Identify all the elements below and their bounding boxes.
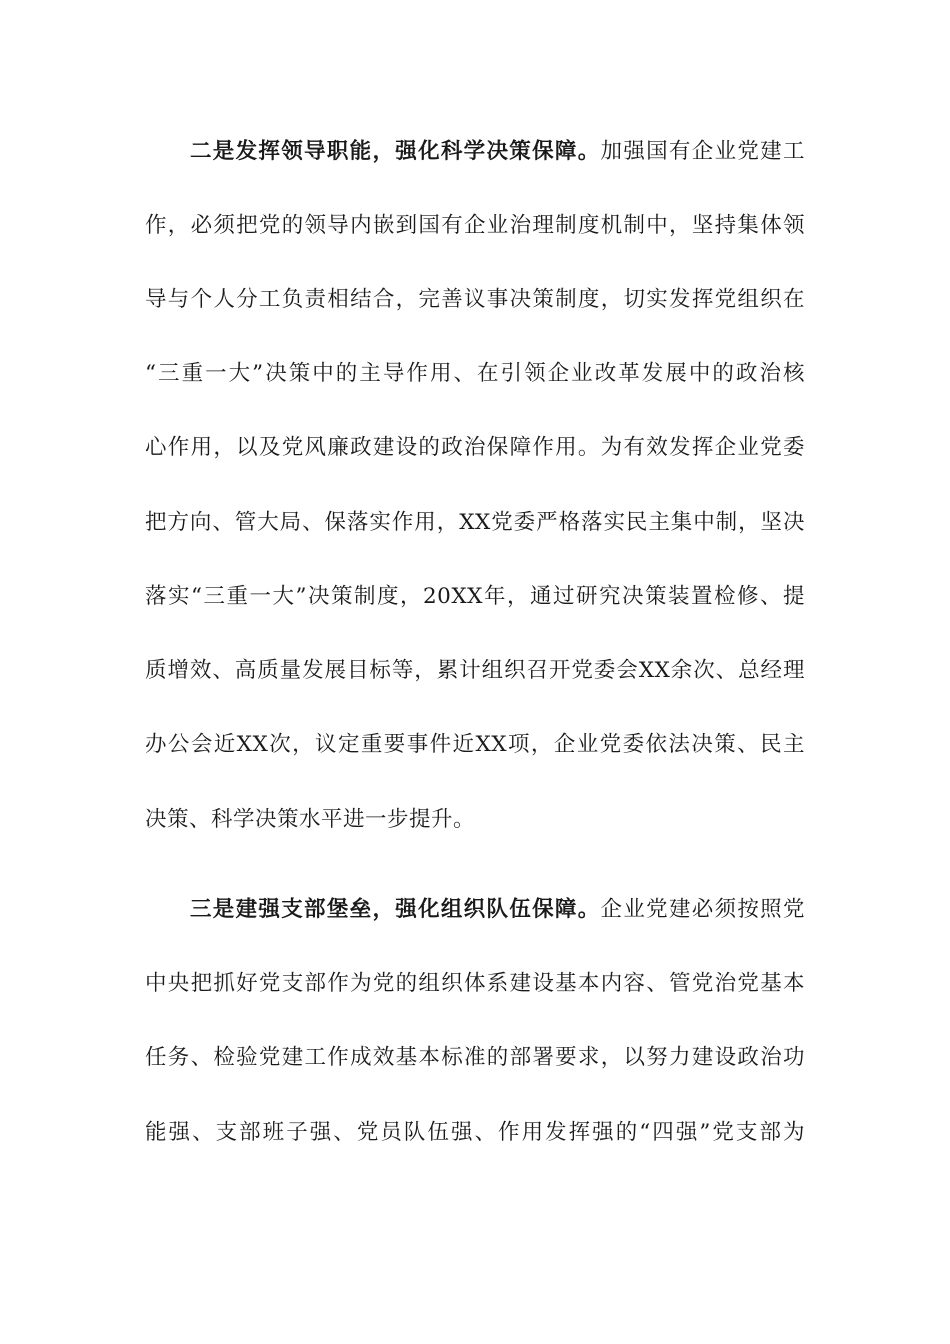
- paragraph-1-line-4: “三重一大”决策中的主导作用、在引领企业改革发展中的政治核: [145, 361, 805, 386]
- paragraph-2-line-4: 能强、支部班子强、党员队伍强、作用发挥强的“四强”党支部为: [145, 1120, 805, 1145]
- paragraph-1-line-3: 导与个人分工负责相结合，完善议事决策制度，切实发挥党组织在: [145, 287, 805, 312]
- paragraph-2-heading: 三是建强支部堡垒，强化组织队伍保障。: [190, 897, 601, 922]
- paragraph-2-text: 企业党建必须按照党: [600, 897, 805, 922]
- paragraph-1-line-6: 把方向、管大局、保落实作用，XX党委严格落实民主集中制，坚决: [145, 510, 805, 535]
- paragraph-1-line-10: 决策、科学决策水平进一步提升。: [145, 807, 476, 832]
- paragraph-2-line-3: 任务、检验党建工作成效基本标准的部署要求，以努力建设政治功: [145, 1045, 805, 1070]
- paragraph-1-heading: 二是发挥领导职能，强化科学决策保障。: [190, 139, 601, 164]
- paragraph-1-line-7: 落实“三重一大”决策制度，20XX年，通过研究决策装置检修、提: [145, 584, 805, 609]
- paragraph-1-line-8: 质增效、高质量发展目标等，累计组织召开党委会XX余次、总经理: [145, 658, 805, 683]
- paragraph-1-line-1: [190, 137, 805, 167]
- paragraph-1-text: 加强国有企业党建工: [600, 139, 805, 164]
- paragraph-2-line-2: 中央把抓好党支部作为党的组织体系建设基本内容、管党治党基本: [145, 971, 805, 996]
- paragraph-1-line-5: 心作用，以及党风廉政建设的政治保障作用。为有效发挥企业党委: [145, 435, 805, 460]
- paragraph-2-line-1: [190, 895, 805, 925]
- paragraph-1-line-9: 办公会近XX次，议定重要事件近XX项，企业党委依法决策、民主: [145, 732, 805, 757]
- paragraph-1-line-2: 作，必须把党的领导内嵌到国有企业治理制度机制中，坚持集体领: [145, 213, 805, 238]
